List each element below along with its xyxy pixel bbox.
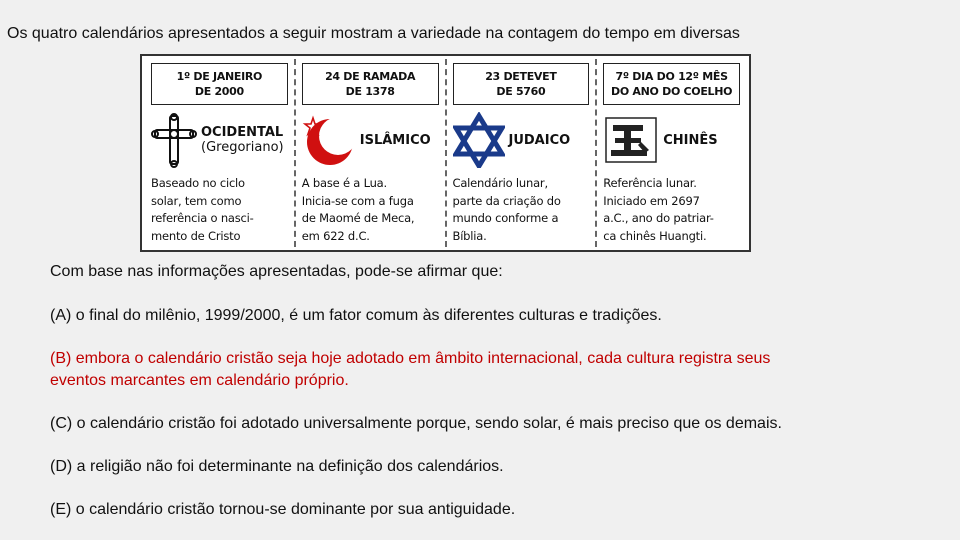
option-a: (A) o final do milênio, 1999/2000, é um fator comum às diferentes culturas e tradições.	[50, 307, 662, 324]
calendar-description: A base é a Lua. Inicia-se com a fuga de Maomé de Meca, em 622 d.C.	[301, 176, 415, 243]
cross-icon	[151, 112, 197, 168]
date-box: 1º DE JANEIRO DE 2000	[151, 63, 288, 105]
calendar-chines	[595, 59, 746, 247]
calendar-name: OCIDENTAL	[201, 125, 284, 140]
crescent-star-icon	[302, 112, 356, 168]
calendar-judaico	[445, 59, 596, 247]
option-c: (C) o calendário cristão foi adotado universalmente porque, sendo solar, é mais preciso que os demais.	[50, 415, 782, 432]
calendar-description: Calendário lunar, parte da criação do mundo conforme a Bíblia.	[452, 176, 561, 243]
calendar-description: Baseado no ciclo solar, tem como referência o nasci- mento de Cristo	[151, 176, 254, 243]
calendar-name: ISLÂMICO	[359, 132, 431, 148]
date-box: 23 DETEVET DE 5760	[453, 63, 590, 105]
calendar-name: JUDAICO	[508, 132, 571, 148]
calendar-ocidental	[145, 59, 294, 247]
date-box: 7º DIA DO 12º MÊS DO ANO DO COELHO	[603, 63, 740, 105]
calendar-name: CHINÊS	[663, 132, 718, 148]
calendar-subname: (Gregoriano)	[201, 140, 284, 155]
date-box: 24 DE RAMADA DE 1378	[302, 63, 439, 105]
chinese-character-icon	[603, 112, 659, 168]
calendar-islamico	[294, 59, 445, 247]
question-prompt: Com base nas informações apresentadas, pode-se afirmar que:	[50, 263, 503, 280]
calendars-figure	[140, 54, 751, 252]
calendar-description: Referência lunar. Iniciado em 2697 a.C., ano do patriar- ca chinês Huangti.	[603, 176, 714, 243]
star-of-david-icon	[453, 112, 505, 168]
option-e: (E) o calendário cristão tornou-se dominante por sua antiguidade.	[50, 501, 516, 518]
intro-text: Os quatro calendários apresentados a seguir mostram a variedade na contagem do tempo em diversas	[7, 25, 740, 42]
option-d: (D) a religião não foi determinante na definição dos calendários.	[50, 458, 504, 475]
option-b: (B) embora o calendário cristão seja hoje adotado em âmbito internacional, cada cultura registra seus eventos marcantes em calendário próprio.	[50, 350, 771, 389]
